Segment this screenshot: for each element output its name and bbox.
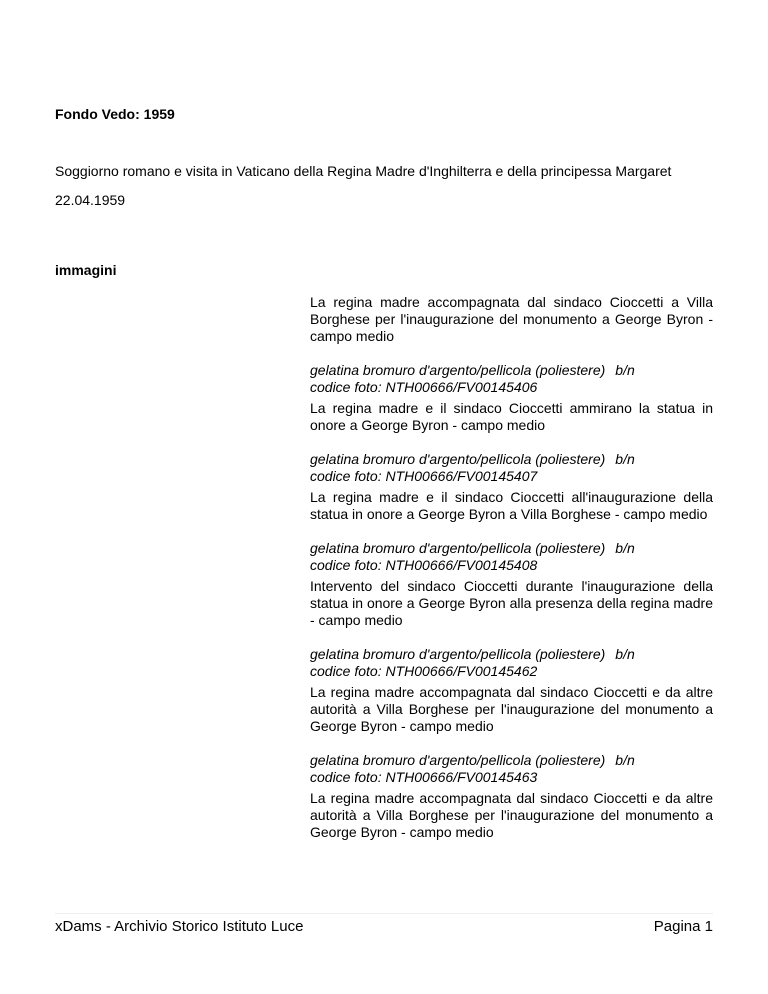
fondo-title: Fondo Vedo: 1959 xyxy=(55,106,175,122)
image-record-code: codice foto: NTH00666/FV00145463 xyxy=(310,769,538,785)
image-record-code: codice foto: NTH00666/FV00145408 xyxy=(310,557,538,573)
image-record-code: codice foto: NTH00666/FV00145406 xyxy=(310,379,538,395)
image-record-material xyxy=(310,451,713,468)
event-description: Soggiorno romano e visita in Vaticano della Regina Madre d'Inghilterra e della principessa Margaret xyxy=(55,163,672,179)
image-records-list xyxy=(310,294,713,841)
image-record-title: La regina madre accompagnata dal sindaco Cioccetti a Villa Borghese per l'inaugurazione del monumento a George Byron - campo medio xyxy=(310,294,713,344)
footer-source: xDams - Archivio Storico Istituto Luce xyxy=(55,918,304,935)
image-record-code: codice foto: NTH00666/FV00145462 xyxy=(310,663,538,679)
footer-divider xyxy=(55,913,713,914)
image-record xyxy=(310,578,713,680)
color-mode: b/n xyxy=(615,646,635,662)
image-record xyxy=(310,400,713,485)
image-record-material xyxy=(310,540,713,557)
image-record xyxy=(310,684,713,786)
material-text: gelatina bromuro d'argento/pellicola (poliestere) xyxy=(310,646,606,662)
image-record-title: La regina madre accompagnata dal sindaco Cioccetti e da altre autorità a Villa Borghese per l'inaugurazione del monumento a George Byron - campo medio xyxy=(310,684,713,734)
image-record-code: codice foto: NTH00666/FV00145407 xyxy=(310,468,538,484)
material-text: gelatina bromuro d'argento/pellicola (poliestere) xyxy=(310,752,606,768)
material-text: gelatina bromuro d'argento/pellicola (poliestere) xyxy=(310,362,606,378)
image-record-title: La regina madre e il sindaco Cioccetti ammirano la statua in onore a George Byron - campo medio xyxy=(310,400,713,433)
image-record xyxy=(310,489,713,574)
image-record-title: La regina madre e il sindaco Cioccetti all'inaugurazione della statua in onore a George Byron a Villa Borghese - campo medio xyxy=(310,489,713,522)
color-mode: b/n xyxy=(615,451,635,467)
event-date: 22.04.1959 xyxy=(55,192,126,208)
color-mode: b/n xyxy=(615,752,635,768)
color-mode: b/n xyxy=(615,362,635,378)
material-text: gelatina bromuro d'argento/pellicola (poliestere) xyxy=(310,451,606,467)
footer-page-number: Pagina 1 xyxy=(653,918,713,935)
section-label-images: immagini xyxy=(55,262,117,278)
image-record-material xyxy=(310,362,713,379)
image-record-material xyxy=(310,752,713,769)
material-text: gelatina bromuro d'argento/pellicola (poliestere) xyxy=(310,540,606,556)
image-record xyxy=(310,790,713,841)
image-record-title: La regina madre accompagnata dal sindaco Cioccetti e da altre autorità a Villa Borghese per l'inaugurazione del monumento a George Byron - campo medio xyxy=(310,790,713,840)
color-mode: b/n xyxy=(615,540,635,556)
image-record-title: Intervento del sindaco Cioccetti durante l'inaugurazione della statua in onore a George Byron alla presenza della regina madre - campo medio xyxy=(310,578,713,628)
image-record xyxy=(310,294,713,396)
image-record-material xyxy=(310,646,713,663)
